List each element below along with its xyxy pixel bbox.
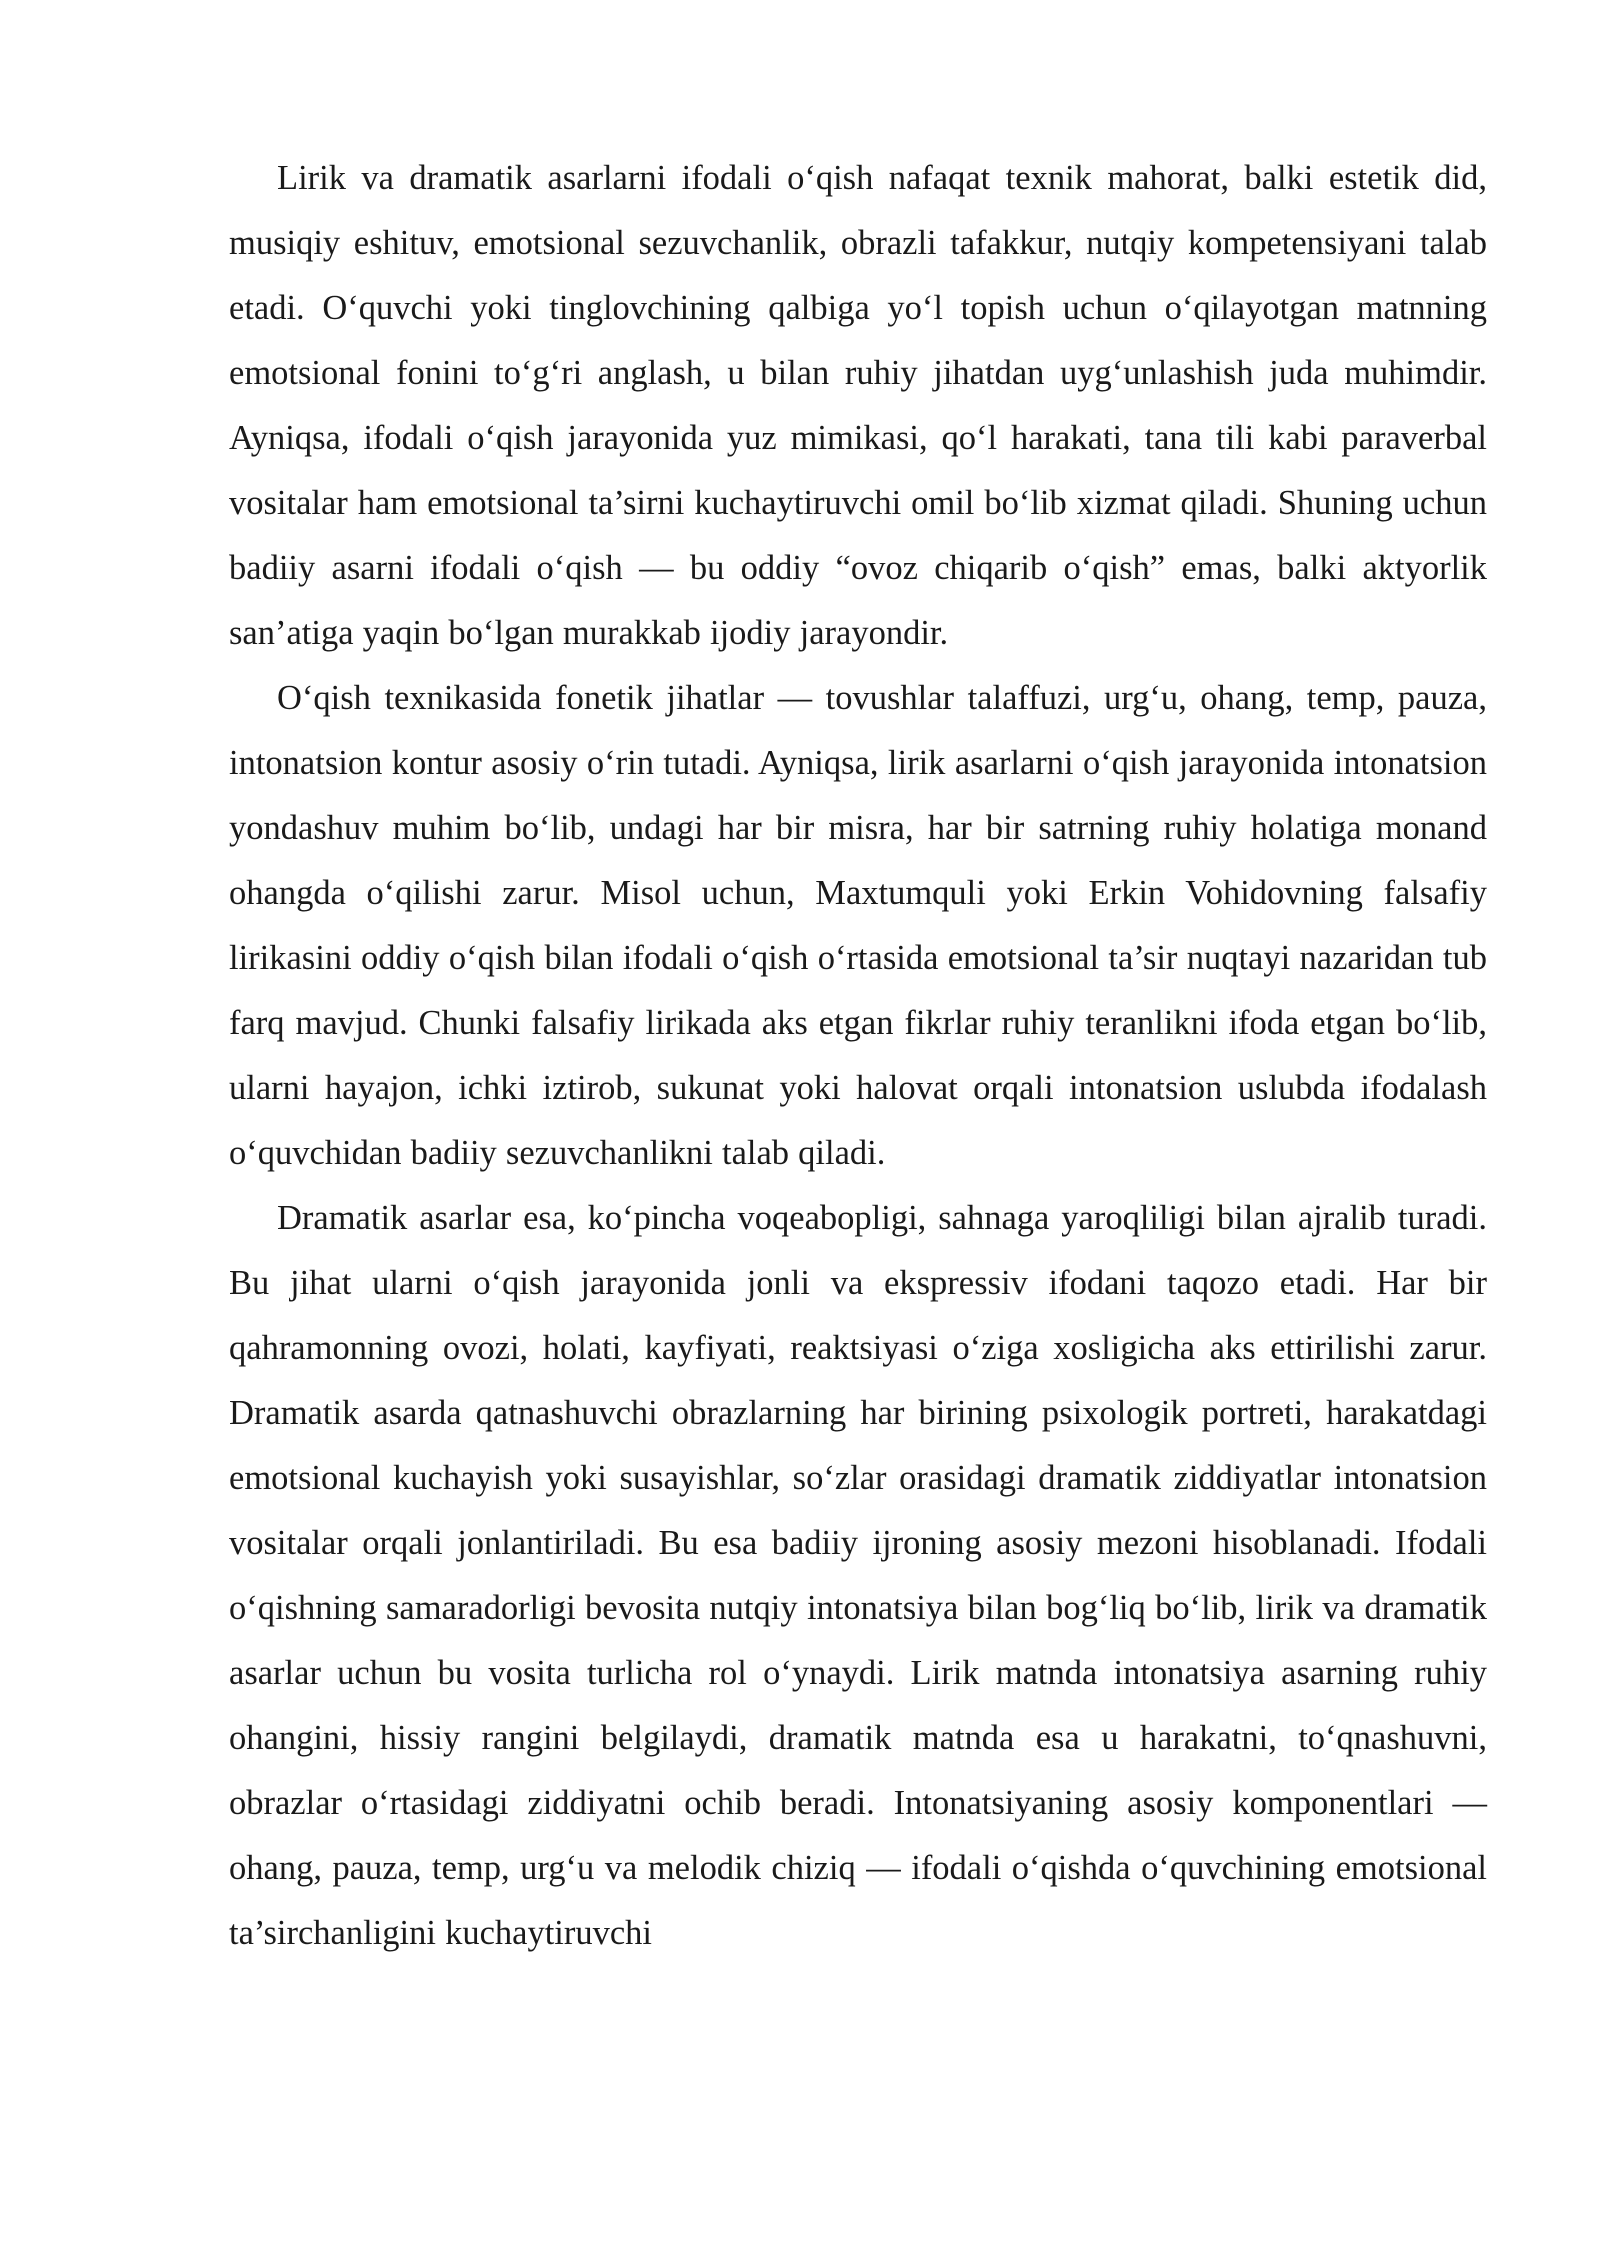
document-page xyxy=(229,146,1487,1966)
paragraph: O‘qish texnikasida fonetik jihatlar — tovushlar talaffuzi, urg‘u, ohang, temp, pauza, intonatsion kontur asosiy o‘rin tutadi. Ayniqsa, lirik asarlarni o‘qish jarayonida intonatsion yondashuv muhim bo‘lib, undagi har bir misra, har bir satrning ruhiy holatiga monand ohangda o‘qilishi zarur. Misol uchun, Maxtumquli yoki Erkin Vohidovning falsafiy lirikasini oddiy o‘qish bilan ifodali o‘qish o‘rtasida emotsional ta’sir nuqtayi nazaridan tub farq mavjud. Chunki falsafiy lirikada aks etgan fikrlar ruhiy teranlikni ifoda etgan bo‘lib, ularni hayajon, ichki iztirob, sukunat yoki halovat orqali intonatsion uslubda ifodalash o‘quvchidan badiiy sezuvchanlikni talab qiladi. xyxy=(229,679,1487,1172)
paragraph: Dramatik asarlar esa, ko‘pincha voqeabopligi, sahnaga yaroqliligi bilan ajralib turadi. Bu jihat ularni o‘qish jarayonida jonli va ekspressiv ifodani taqozo etadi. Har bir qahramonning ovozi, holati, kayfiyati, reaktsiyasi o‘ziga xosligicha aks ettirilishi zarur. Dramatik asarda qatnashuvchi obrazlarning har birining psixologik portreti, harakatdagi emotsional kuchayish yoki susayishlar, so‘zlar orasidagi dramatik ziddiyatlar intonatsion vositalar orqali jonlantiriladi. Bu esa badiiy ijroning asosiy mezoni hisoblanadi. Ifodali o‘qishning samaradorligi bevosita nutqiy intonatsiya bilan bog‘liq bo‘lib, lirik va dramatik asarlar uchun bu vosita turlicha rol o‘ynaydi. Lirik matnda intonatsiya asarning ruhiy ohangini, hissiy rangini belgilaydi, dramatik matnda esa u harakatni, to‘qnashuvni, obrazlar o‘rtasidagi ziddiyatni ochib beradi. Intonatsiyaning asosiy komponentlari — ohang, pauza, temp, urg‘u va melodik chiziq — ifodali o‘qishda o‘quvchining emotsional ta’sirchanligini kuchaytiruvchi xyxy=(229,1199,1487,1952)
paragraph: Lirik va dramatik asarlarni ifodali o‘qish nafaqat texnik mahorat, balki estetik did, musiqiy eshituv, emotsional sezuvchanlik, obrazli tafakkur, nutqiy kompetensiyani talab etadi. O‘quvchi yoki tinglovchining qalbiga yo‘l topish uchun o‘qilayotgan matnning emotsional fonini to‘g‘ri anglash, u bilan ruhiy jihatdan uyg‘unlashish juda muhimdir. Ayniqsa, ifodali o‘qish jarayonida yuz mimikasi, qo‘l harakati, tana tili kabi paraverbal vositalar ham emotsional ta’sirni kuchaytiruvchi omil bo‘lib xizmat qiladi. Shuning uchun badiiy asarni ifodali o‘qish — bu oddiy “ovoz chiqarib o‘qish” emas, balki aktyorlik san’atiga yaqin bo‘lgan murakkab ijodiy jarayondir. xyxy=(229,159,1487,652)
